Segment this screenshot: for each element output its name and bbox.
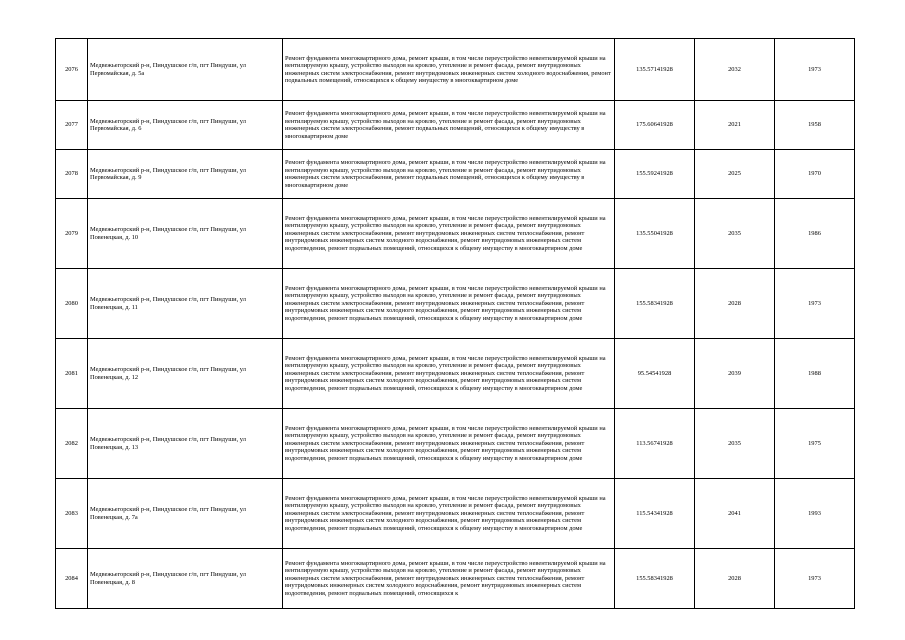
repair-works: Ремонт фундамента многоквартирного дома, ремонт крыши, в том числе переустройство невентилируемой крыши на вентилируемую крышу, устройство выходов на кровлю, утепление и ремонт фасада, ремонт внутридомовых инженерных систем электроснабжения, ремонт подвальных помещений, относящихся к общему имуществу в многоквартирном доме: [283, 101, 615, 150]
capital-repair-table: [55, 38, 855, 609]
table-row: [56, 479, 855, 549]
planned-year: 2032: [695, 39, 775, 101]
built-year: 1973: [775, 39, 855, 101]
repair-cost: 155.59241928: [615, 150, 695, 199]
row-number: 2083: [56, 479, 88, 549]
house-address: Медвежьегорский р-н, Пиндушское г/п, пгт Пиндуши, ул Повенецкая, д. 11: [88, 269, 283, 339]
built-year: 1975: [775, 409, 855, 479]
repair-cost: 135.57141928: [615, 39, 695, 101]
repair-works: Ремонт фундамента многоквартирного дома, ремонт крыши, в том числе переустройство невентилируемой крыши на вентилируемую крышу, устройство выходов на кровлю, утепление и ремонт фасада, ремонт внутридомовых инженерных систем электроснабжения, ремонт внутридомовых инженерных систем теплоснабжения, ремонт внутридомовых инженерных систем холодного водоснабжения, ремонт внутридомовых инженерных систем водоотведения, ремонт подвальных помещений, относящихся к общему имуществу в многоквартирном доме: [283, 269, 615, 339]
planned-year: 2035: [695, 199, 775, 269]
house-address: Медвежьегорский р-н, Пиндушское г/п, пгт Пиндуши, ул Повенецкая, д. 8: [88, 549, 283, 609]
table-row: [56, 39, 855, 101]
table-row: [56, 150, 855, 199]
planned-year: 2028: [695, 549, 775, 609]
built-year: 1988: [775, 339, 855, 409]
repair-works: Ремонт фундамента многоквартирного дома, ремонт крыши, в том числе переустройство невентилируемой крыши на вентилируемую крышу, устройство выходов на кровлю, утепление и ремонт фасада, ремонт внутридомовых инженерных систем электроснабжения, ремонт подвальных помещений, относящихся к общему имуществу в многоквартирном доме: [283, 150, 615, 199]
house-address: Медвежьегорский р-н, Пиндушское г/п, пгт Пиндуши, ул Первомайская, д. 6: [88, 101, 283, 150]
table-row: [56, 409, 855, 479]
repair-works: Ремонт фундамента многоквартирного дома, ремонт крыши, в том числе переустройство невентилируемой крыши на вентилируемую крышу, устройство выходов на кровлю, утепление и ремонт фасада, ремонт внутридомовых инженерных систем электроснабжения, ремонт внутридомовых инженерных систем теплоснабжения, ремонт внутридомовых инженерных систем холодного водоснабжения, ремонт внутридомовых инженерных систем водоотведения, ремонт подвальных помещений, относящихся к: [283, 549, 615, 609]
house-address: Медвежьегорский р-н, Пиндушское г/п, пгт Пиндуши, ул Первомайская, д. 9: [88, 150, 283, 199]
repair-cost: 113.56741928: [615, 409, 695, 479]
repair-works: Ремонт фундамента многоквартирного дома, ремонт крыши, в том числе переустройство невентилируемой крыши на вентилируемую крышу, устройство выходов на кровлю, утепление и ремонт фасада, ремонт внутридомовых инженерных систем электроснабжения, ремонт внутридомовых инженерных систем теплоснабжения, ремонт внутридомовых инженерных систем холодного водоснабжения, ремонт внутридомовых инженерных систем водоотведения, ремонт подвальных помещений, относящихся к общему имуществу в многоквартирном доме: [283, 479, 615, 549]
built-year: 1973: [775, 549, 855, 609]
row-number: 2081: [56, 339, 88, 409]
planned-year: 2028: [695, 269, 775, 339]
repair-cost: 95.54541928: [615, 339, 695, 409]
built-year: 1986: [775, 199, 855, 269]
row-number: 2084: [56, 549, 88, 609]
repair-cost: 175.60641928: [615, 101, 695, 150]
house-address: Медвежьегорский р-н, Пиндушское г/п, пгт Пиндуши, ул Повенецкая, д. 13: [88, 409, 283, 479]
table-row: [56, 199, 855, 269]
repair-cost: 115.54341928: [615, 479, 695, 549]
built-year: 1970: [775, 150, 855, 199]
row-number: 2076: [56, 39, 88, 101]
row-number: 2082: [56, 409, 88, 479]
house-address: Медвежьегорский р-н, Пиндушское г/п, пгт Пиндуши, ул Повенецкая, д. 12: [88, 339, 283, 409]
row-number: 2080: [56, 269, 88, 339]
repair-works: Ремонт фундамента многоквартирного дома, ремонт крыши, в том числе переустройство невентилируемой крыши на вентилируемую крышу, устройство выходов на кровлю, утепление и ремонт фасада, ремонт внутридомовых инженерных систем электроснабжения, ремонт внутридомовых инженерных систем теплоснабжения, ремонт внутридомовых инженерных систем холодного водоснабжения, ремонт внутридомовых инженерных систем водоотведения, ремонт подвальных помещений, относящихся к общему имуществу в многоквартирном доме: [283, 199, 615, 269]
built-year: 1958: [775, 101, 855, 150]
repair-cost: 135.55041928: [615, 199, 695, 269]
table-row: [56, 549, 855, 609]
row-number: 2077: [56, 101, 88, 150]
row-number: 2079: [56, 199, 88, 269]
repair-works: Ремонт фундамента многоквартирного дома, ремонт крыши, в том числе переустройство невентилируемой крыши на вентилируемую крышу, устройство выходов на кровлю, утепление и ремонт фасада, ремонт внутридомовых инженерных систем электроснабжения, ремонт внутридомовых инженерных систем холодного водоснабжения, ремонт подвальных помещений, относящихся к общему имуществу в многоквартирном доме: [283, 39, 615, 101]
repair-works: Ремонт фундамента многоквартирного дома, ремонт крыши, в том числе переустройство невентилируемой крыши на вентилируемую крышу, устройство выходов на кровлю, утепление и ремонт фасада, ремонт внутридомовых инженерных систем электроснабжения, ремонт внутридомовых инженерных систем теплоснабжения, ремонт внутридомовых инженерных систем холодного водоснабжения, ремонт внутридомовых инженерных систем водоотведения, ремонт подвальных помещений, относящихся к общему имуществу в многоквартирном доме: [283, 409, 615, 479]
table-row: [56, 269, 855, 339]
built-year: 1973: [775, 269, 855, 339]
table-row: [56, 339, 855, 409]
house-address: Медвежьегорский р-н, Пиндушское г/п, пгт Пиндуши, ул Первомайская, д. 5а: [88, 39, 283, 101]
repair-works: Ремонт фундамента многоквартирного дома, ремонт крыши, в том числе переустройство невентилируемой крыши на вентилируемую крышу, устройство выходов на кровлю, утепление и ремонт фасада, ремонт внутридомовых инженерных систем электроснабжения, ремонт внутридомовых инженерных систем теплоснабжения, ремонт внутридомовых инженерных систем холодного водоснабжения, ремонт внутридомовых инженерных систем водоотведения, ремонт подвальных помещений, относящихся к общему имуществу в многоквартирном доме: [283, 339, 615, 409]
planned-year: 2035: [695, 409, 775, 479]
planned-year: 2039: [695, 339, 775, 409]
planned-year: 2041: [695, 479, 775, 549]
planned-year: 2021: [695, 101, 775, 150]
house-address: Медвежьегорский р-н, Пиндушское г/п, пгт Пиндуши, ул Повенецкая, д. 7а: [88, 479, 283, 549]
table-row: [56, 101, 855, 150]
repair-cost: 155.58341928: [615, 269, 695, 339]
house-address: Медвежьегорский р-н, Пиндушское г/п, пгт Пиндуши, ул Повенецкая, д. 10: [88, 199, 283, 269]
row-number: 2078: [56, 150, 88, 199]
repair-cost: 155.58341928: [615, 549, 695, 609]
built-year: 1993: [775, 479, 855, 549]
planned-year: 2025: [695, 150, 775, 199]
